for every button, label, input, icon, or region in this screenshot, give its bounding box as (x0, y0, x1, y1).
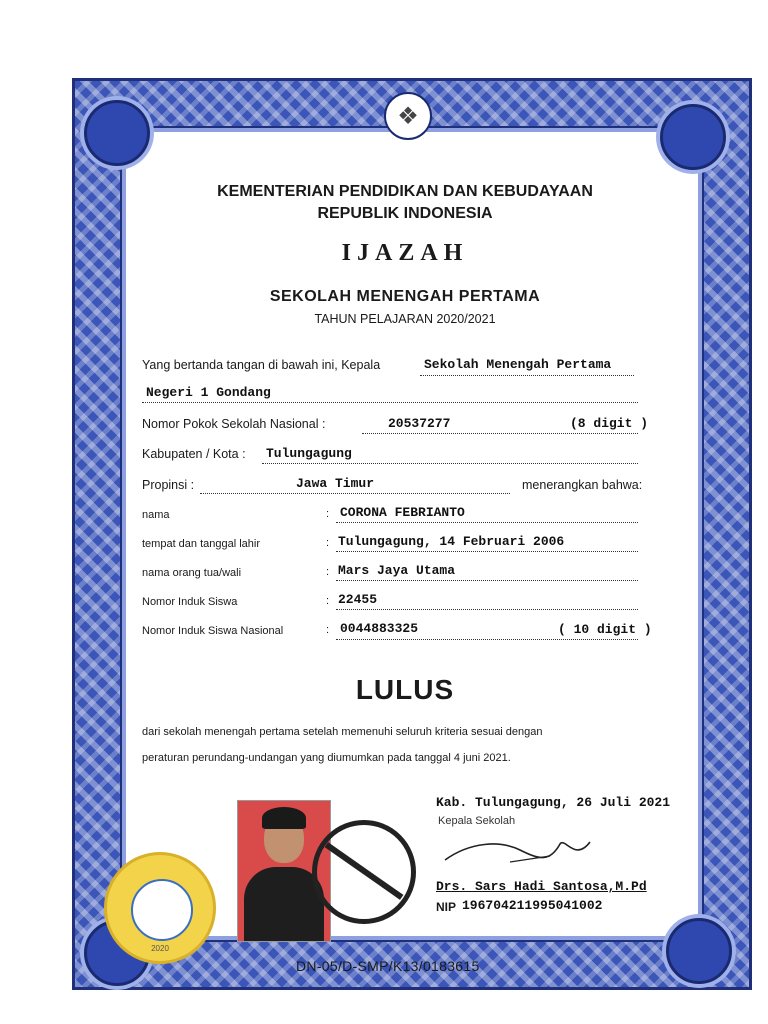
provinsi-label: Propinsi : (142, 478, 195, 492)
result-status: LULUS (355, 674, 455, 705)
dotted-line (262, 462, 638, 464)
colon: : (326, 508, 330, 520)
dotted-line (336, 608, 638, 610)
result-text-line1: dari sekolah menengah pertama setelah memenuhi seluruh kriteria sesuai dengan (142, 726, 543, 738)
npsn-value: 20537277 (388, 416, 451, 431)
school-name-part1: Sekolah Menengah Pertama (424, 357, 612, 372)
dotted-line (420, 374, 634, 376)
ortu-label: nama orang tua/wali (142, 567, 242, 579)
school-type: SEKOLAH MENENGAH PERTAMA (269, 288, 541, 305)
ministry-title: KEMENTERIAN PENDIDIKAN DAN KEBUDAYAAN (217, 183, 593, 200)
nisn-label: Nomor Induk Siswa Nasional (142, 625, 284, 637)
school-seal (104, 852, 216, 964)
colon: : (326, 566, 330, 578)
result-text-line2: peraturan perundang-undangan yang diumumkan pada tanggal 4 juni 2021. (142, 752, 511, 764)
garuda-emblem-icon: ❖ (384, 92, 432, 140)
nama-value: CORONA FEBRIANTO (340, 505, 465, 520)
dotted-line (336, 550, 638, 552)
dotted-line (142, 401, 638, 403)
nip-value: 196704211995041002 (462, 898, 603, 913)
signer-name: Drs. Sars Hadi Santosa,M.Pd (436, 879, 647, 894)
document-title: IJAZAH (341, 240, 469, 266)
intro-text: Yang bertanda tangan di bawah ini, Kepala (142, 358, 381, 372)
npsn-digits: (8 digit ) (570, 416, 649, 431)
country-title: REPUBLIK INDONESIA (317, 205, 493, 222)
kabupaten-label: Kabupaten / Kota : (142, 447, 246, 461)
npsn-label: Nomor Pokok Sekolah Nasional : (142, 417, 326, 431)
dotted-line (362, 432, 638, 434)
nis-label: Nomor Induk Siswa (142, 596, 238, 608)
school-name-part2: Negeri 1 Gondang (146, 385, 271, 400)
corner-ornament-bottom-right (666, 918, 732, 984)
academic-year: TAHUN PELAJARAN 2020/2021 (314, 312, 496, 326)
colon: : (326, 537, 330, 549)
corner-ornament-top-right (660, 104, 726, 170)
nip-label: NIP (436, 900, 457, 914)
place-date: Kab. Tulungagung, 26 Juli 2021 (436, 795, 671, 810)
serial-number: DN-05/D-SMP/K13/0183615 (296, 958, 480, 974)
dotted-line (200, 492, 510, 494)
corner-ornament-top-left (84, 100, 150, 166)
dotted-line (336, 638, 638, 640)
seal-logo-icon (131, 879, 193, 941)
nisn-value: 0044883325 (340, 621, 419, 636)
nis-value: 22455 (338, 592, 378, 607)
colon: : (326, 595, 330, 607)
colon: : (326, 624, 330, 636)
ttl-value: Tulungagung, 14 Februari 2006 (338, 534, 565, 549)
dotted-line (336, 521, 638, 523)
signature-position: Kepala Sekolah (438, 815, 516, 827)
dotted-line (336, 579, 638, 581)
ortu-value: Mars Jaya Utama (338, 563, 456, 578)
seal-year: 2020 (151, 944, 169, 953)
menerangkan-text: menerangkan bahwa: (522, 478, 643, 492)
ttl-label: tempat dan tanggal lahir (142, 538, 261, 550)
kabupaten-value: Tulungagung (266, 446, 352, 461)
signature-scribble (440, 832, 600, 872)
nisn-digits: ( 10 digit ) (558, 622, 652, 637)
provinsi-value: Jawa Timur (296, 476, 375, 491)
nama-label: nama (142, 509, 170, 521)
